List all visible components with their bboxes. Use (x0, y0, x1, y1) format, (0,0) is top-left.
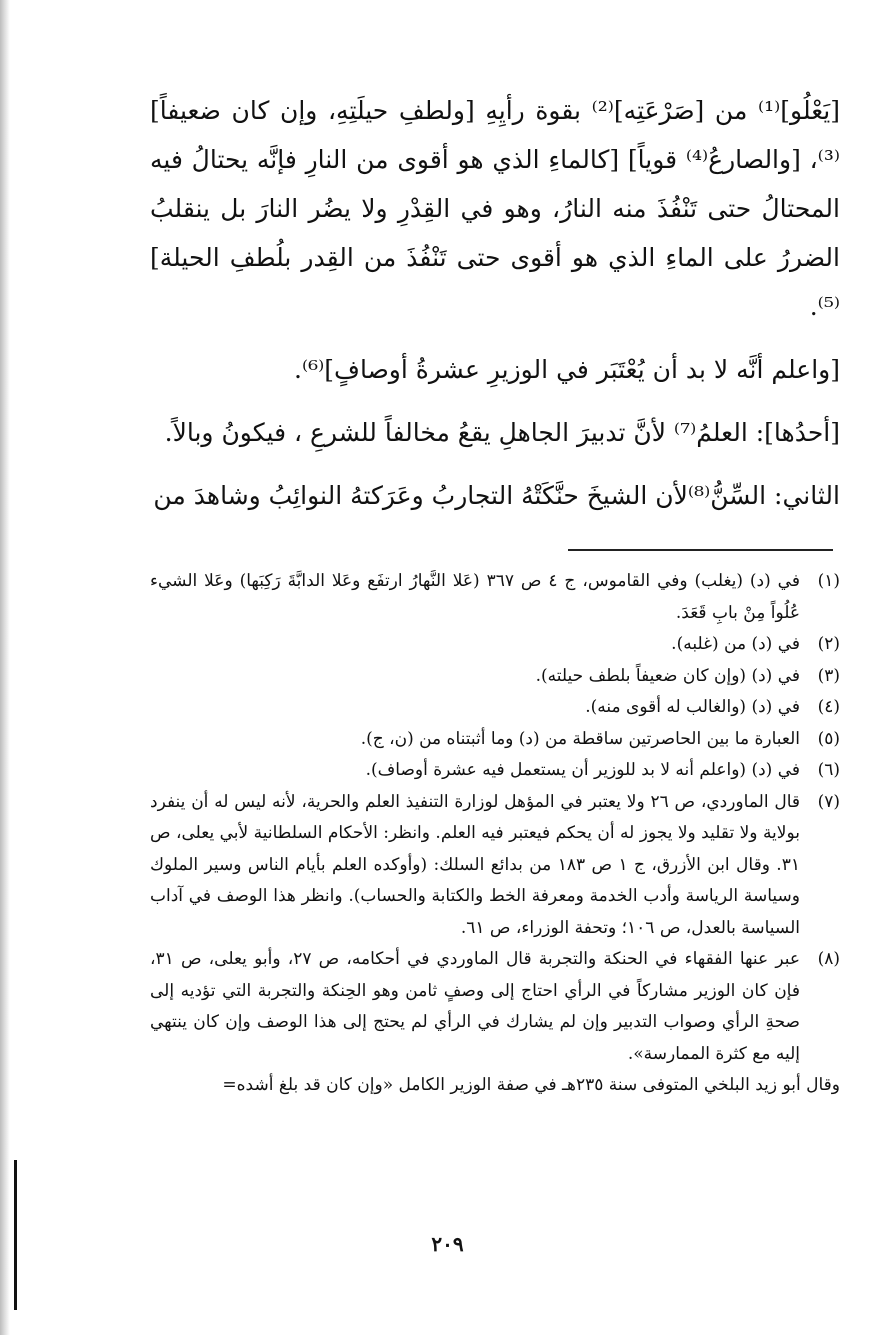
footnote-number: (٨) (817, 949, 840, 969)
footnote-number: (٣) (817, 665, 840, 686)
footnote (150, 661, 840, 693)
footnote-number: (٦) (817, 760, 840, 780)
footnote-text: في (د) (وإن كان ضعيفاً بلطف حيلته). (535, 665, 800, 686)
footnote-number: (٧) (817, 791, 840, 812)
footnote-text: وقال أبو زيد البلخي المتوفى سنة ٢٣٥هـ في صفة الوزير الكامل «وإن كان قد بلغ أشده= (222, 1075, 840, 1095)
main-paragraph: [يَعْلُو]⁽¹⁾ من [صَرْعَتِه]⁽²⁾ بقوة رأيِهِ [ولطفِ حيلَتِهِ، وإن كان ضعيفاً]⁽³⁾، [والصارعُ⁽⁴⁾ قوياً] [كالماءِ الذي هو أقوى من النارِ فإنَّه يحتالُ فيه المحتالُ حتى تَنْفُذَ منه النارُ، وهو في القِدْرِ ولا يضُر النارَ بل ينقلبُ الضررُ على الماءِ الذي هو أقوى حتى تَنْفُذَ من القِدر بلُطفِ الحيلة]⁽⁵⁾. (150, 96, 840, 321)
main-paragraph: [واعلم أنَّه لا بد أن يُعْتَبَر في الوزيرِ عشرةُ أوصافٍ]⁽⁶⁾. (294, 355, 840, 384)
footnote-number: (٤) (817, 697, 840, 717)
scan-left-edge (0, 0, 10, 1335)
footnote (150, 629, 840, 661)
footnote (150, 724, 840, 756)
page-number: ٢٠٩ (431, 1232, 464, 1256)
footnote-divider (568, 549, 833, 551)
main-text (150, 86, 840, 520)
footnote (150, 944, 840, 1070)
footnote-number: (١) (817, 571, 840, 591)
footnote-number: (٢) (817, 634, 840, 654)
footnote-text: في (د) (والغالب له أقوى منه). (585, 697, 800, 717)
main-paragraph: [أحدُها]: العلمُ⁽⁷⁾ لأنَّ تدبيرَ الجاهلِ يقعُ مخالفاً للشرعِ ، فيكونُ وبالاً. (164, 418, 840, 447)
footnote-continuation (150, 1070, 840, 1102)
footnote-text: في (د) (واعلم أنه لا بد للوزير أن يستعمل فيه عشرة أوصاف). (365, 760, 800, 780)
footnote-number: (٥) (817, 728, 840, 749)
footnote-text: قال الماوردي، ص ٢٦ ولا يعتبر في المؤهل لوزارة التنفيذ العلم والحرية، لأنه ليس له أن ينفرد بولاية ولا تقليد ولا يجوز له أن يحكم فيعتبر فيه العلم. وانظر: الأحكام السلطانية لأبي يعلى، ص ٣١. وقال ابن الأزرق، ج ١ ص ١٨٣ من بدائع السلك: (وأوكده العلم بأيام الناس وسير الملوك وسياسة الرياسة وأدب الخدمة ومعرفة الخط والكتابة والحساب). وانظر هذا الوصف في آداب السياسة بالعدل، ص ١٠٦؛ وتحفة الوزراء، ص ٦١. (150, 791, 800, 938)
footnote (150, 755, 840, 787)
footnote (150, 787, 840, 945)
footnote (150, 692, 840, 724)
footnotes (150, 566, 840, 1102)
footnote-text: في (د) من (غلبه). (671, 634, 800, 654)
main-paragraph: الثاني: السِّنُّ⁽⁸⁾لأن الشيخَ حنَّكَتْهُ التجاربُ وعَرَكتهُ النوائِبُ وشاهدَ من (153, 481, 840, 510)
footnote-text: في (د) (يغلب) وفي القاموس، ج ٤ ص ٣٦٧ (عَلا النَّهارُ ارتفَع وعَلا الدابَّةَ رَكِبَها) وعَلا الشيء عُلُواً مِنْ بابِ قَعَدَ. (150, 571, 800, 623)
footnote-text: عبر عنها الفقهاء في الحنكة والتجربة قال الماوردي في أحكامه، ص ٢٧، وأبو يعلى، ص ٣١، فإن كان الوزير مشاركاً في الرأي احتاج إلى وصفٍ ثامن وهو الحِنكة والتجربة التي تؤديه إلى صحةِ الرأي وصواب التدبير وإن لم يشارك في الرأي لم يحتج إلى هذا الوصف وإن كان ينتهي إليه مع كثرة الممارسة». (150, 949, 800, 1064)
footnote-text: العبارة ما بين الحاصرتين ساقطة من (د) وما أثبتناه من (ن، ج). (360, 728, 800, 749)
footnote (150, 566, 840, 629)
